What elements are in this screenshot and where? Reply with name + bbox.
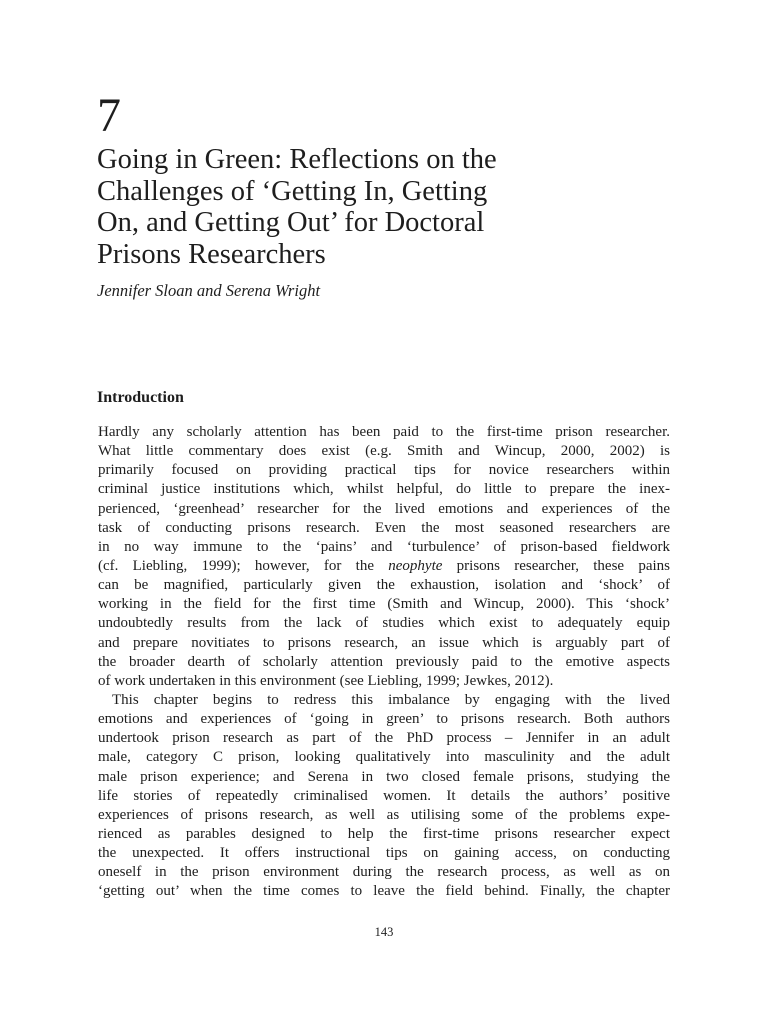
text-line: the broader dearth of scholarly attention previously paid to the emotive aspects (98, 653, 670, 670)
text-line: male, category C prison, looking qualitatively into masculinity and the adult (98, 749, 670, 766)
text-line: criminal justice institutions which, whilst helpful, do little to prepare the inex- (98, 481, 670, 498)
italic-term: neophyte (388, 557, 443, 574)
chapter-title-line: Challenges of ‘Getting In, Getting (97, 175, 488, 207)
text-line: working in the field for the first time (Smith and Wincup, 2000). This ‘shock’ (98, 596, 670, 613)
text-line: of work undertaken in this environment (see Liebling, 1999; Jewkes, 2012). (98, 672, 554, 689)
text-line: can be magnified, particularly given the exhaustion, isolation and ‘shock’ of (98, 577, 670, 594)
page-number: 143 (374, 925, 394, 939)
chapter-title-line: Going in Green: Reflections on the (97, 144, 497, 175)
text-line: This chapter begins to redress this imbalance by engaging with the lived (112, 691, 670, 708)
chapter-number: 7 (97, 89, 121, 142)
text-line: What little commentary does exist (e.g. Smith and Wincup, 2000, 2002) is (98, 443, 670, 460)
text-line: undertook prison research as part of the PhD process – Jennifer in an adult (98, 730, 670, 747)
chapter-authors: Jennifer Sloan and Serena Wright (97, 281, 321, 300)
text-line: the unexpected. It offers instructional tips on gaining access, on conducting (98, 845, 670, 862)
chapter-title-line: On, and Getting Out’ for Doctoral (97, 207, 485, 238)
text-line: experiences of prisons research, as well as utilising some of the problems expe- (98, 806, 670, 823)
chapter-title (97, 144, 677, 270)
text-line: ‘getting out’ when the time comes to leave the field behind. Finally, the chapter (98, 883, 670, 900)
text-line: life stories of repeatedly criminalised women. It details the authors’ positive (98, 787, 670, 804)
text-line: in no way immune to the ‘pains’ and ‘turbulence’ of prison-based fieldwork (98, 538, 670, 555)
section-heading: Introduction (97, 389, 184, 406)
text-line: emotions and experiences of ‘going in green’ to prisons research. Both authors (98, 711, 670, 728)
text-line: rienced as parables designed to help the first-time prisons researcher expect (98, 825, 670, 842)
text-run: prisons researcher, these pains (442, 557, 670, 574)
text-line: Hardly any scholarly attention has been paid to the first-time prison researcher. (98, 424, 670, 440)
text-line: and prepare novitiates to prisons research, an issue which is arguably part of (98, 634, 670, 651)
text-line: primarily focused on providing practical tips for novice researchers within (98, 462, 670, 479)
text-line: male prison experience; and Serena in two closed female prisons, studying the (98, 768, 670, 785)
chapter-title-line: Prisons Researchers (97, 238, 326, 270)
text-line: undoubtedly results from the lack of studies which exist to adequately equip (98, 615, 670, 632)
text-line: oneself in the prison environment during the research process, as well as on (98, 864, 670, 881)
body-text (98, 423, 670, 902)
text-line: task of conducting prisons research. Even the most seasoned researchers are (98, 519, 670, 536)
text-line: perienced, ‘greenhead’ researcher for the lived emotions and experiences of the (98, 500, 670, 517)
text-line (98, 557, 670, 576)
text-run: (cf. Liebling, 1999); however, for the (98, 557, 389, 574)
